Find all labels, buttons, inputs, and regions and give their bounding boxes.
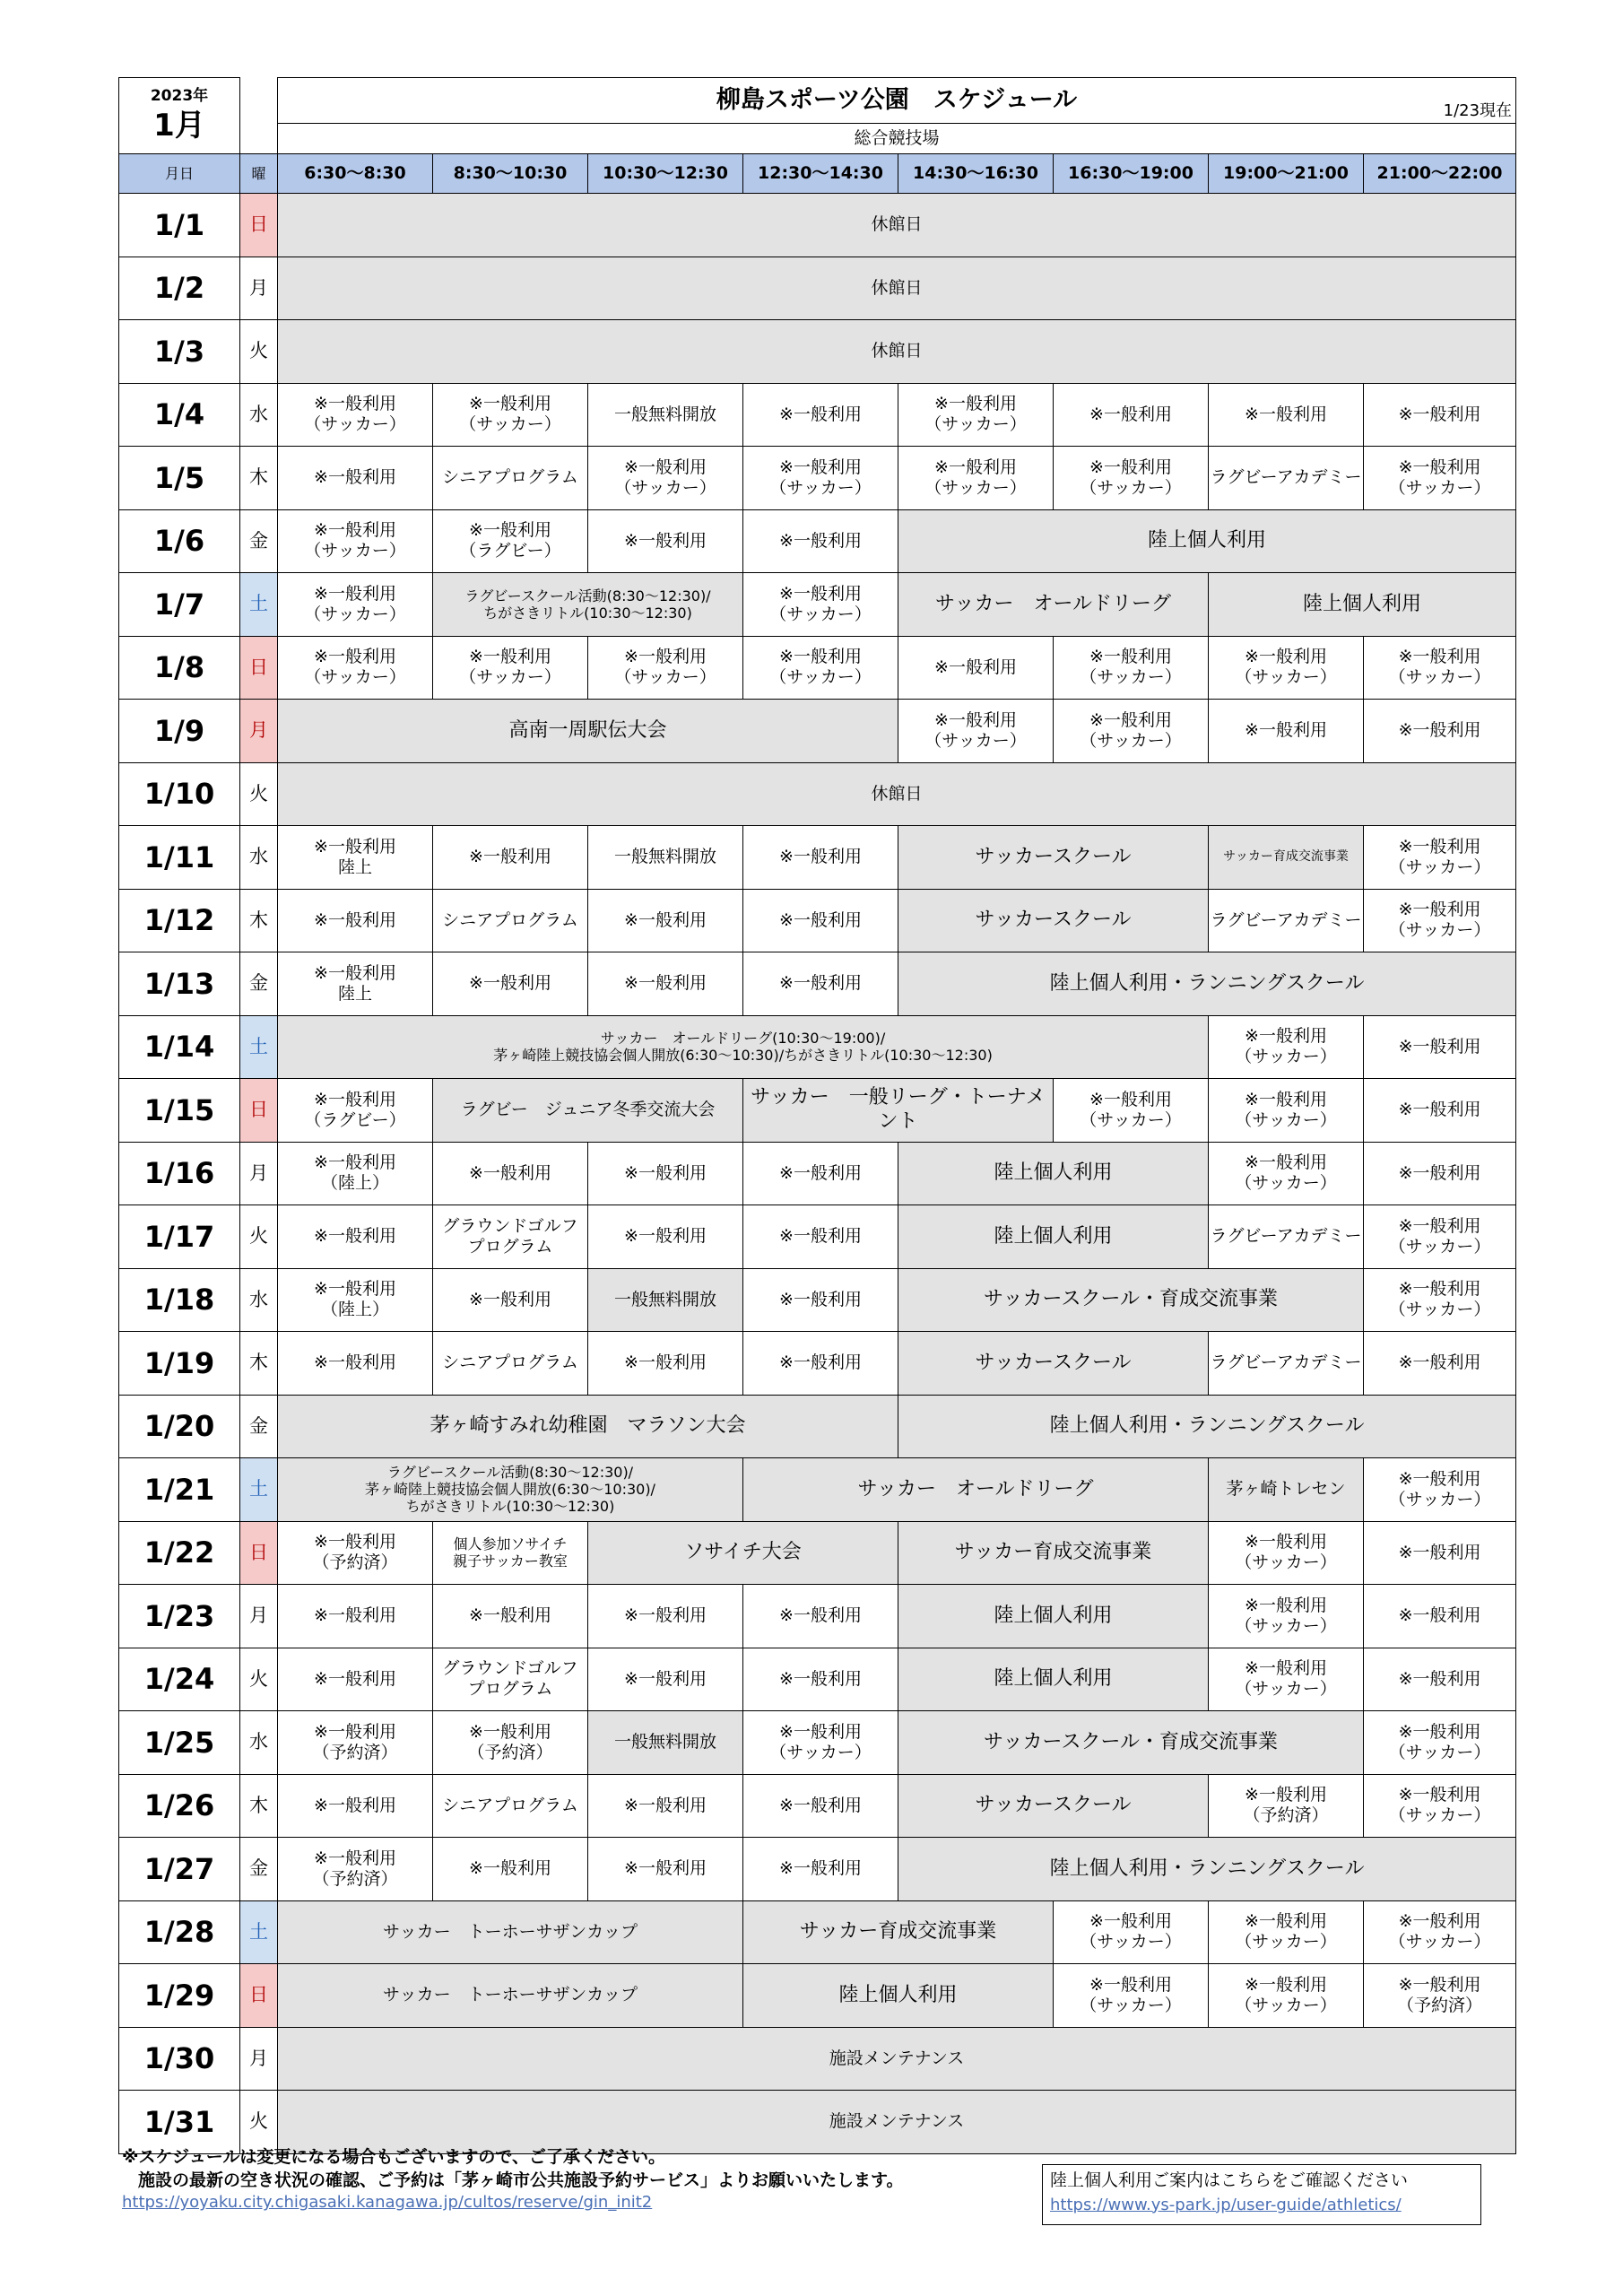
- date-cell: 1/4: [119, 383, 240, 447]
- weekday-cell: 月: [240, 2027, 278, 2091]
- reservation-link[interactable]: https://yoyaku.city.chigasaki.kanagawa.jp/cultos/reserve/gin_init2: [122, 2193, 653, 2213]
- schedule-cell: 施設メンテナンス: [278, 2027, 1516, 2091]
- schedule-cell: ※一般利用 （サッカー）: [1364, 447, 1516, 510]
- footer-notes: [122, 2146, 1019, 2214]
- schedule-cell: サッカー育成交流事業: [743, 1900, 1054, 1964]
- schedule-cell: シニアプログラム: [433, 889, 588, 952]
- table-row: [119, 447, 1516, 510]
- table-row: [119, 1774, 1516, 1838]
- schedule-cell: ※一般利用: [743, 1142, 898, 1205]
- weekday-cell: 水: [240, 826, 278, 890]
- schedule-cell: ※一般利用 （サッカー）: [1054, 1964, 1209, 2028]
- schedule-cell: ※一般利用: [743, 1838, 898, 1901]
- date-cell: 1/28: [119, 1900, 240, 1964]
- schedule-cell: ※一般利用 （サッカー）: [278, 509, 433, 573]
- schedule-cell: ※一般利用 陸上: [278, 826, 433, 890]
- table-row: [119, 762, 1516, 826]
- schedule-cell: ※一般利用: [433, 1585, 588, 1648]
- weekday-cell: 土: [240, 1900, 278, 1964]
- schedule-cell: ※一般利用 （予約済）: [1209, 1774, 1364, 1838]
- weekday-cell: 月: [240, 1585, 278, 1648]
- schedule-cell: ※一般利用: [278, 1774, 433, 1838]
- schedule-cell: ※一般利用: [1364, 1332, 1516, 1396]
- schedule-cell: ※一般利用: [278, 447, 433, 510]
- table-row: [119, 1142, 1516, 1205]
- weekday-cell: 火: [240, 762, 278, 826]
- schedule-cell: ※一般利用 （サッカー）: [1364, 1711, 1516, 1775]
- schedule-cell: ※一般利用 （サッカー）: [743, 447, 898, 510]
- schedule-cell: ※一般利用 （サッカー）: [1364, 1205, 1516, 1269]
- schedule-cell: サッカー育成交流事業: [1209, 826, 1364, 890]
- schedule-cell: ※一般利用: [588, 1332, 743, 1396]
- schedule-cell: 茅ヶ崎すみれ幼稚園 マラソン大会: [278, 1395, 898, 1458]
- schedule-cell: ※一般利用: [278, 1648, 433, 1711]
- schedule-cell: ※一般利用 （サッカー）: [1209, 1142, 1364, 1205]
- schedule-cell: サッカースクール・育成交流事業: [898, 1711, 1364, 1775]
- schedule-cell: ※一般利用: [433, 1142, 588, 1205]
- table-row: [119, 1838, 1516, 1901]
- schedule-cell: ※一般利用: [1209, 383, 1364, 447]
- column-header-slot: 21:00～22:00: [1364, 154, 1516, 194]
- month-label: 1月: [153, 107, 205, 144]
- column-header-slot: 14:30～16:30: [898, 154, 1054, 194]
- change-notice: ※スケジュールは変更になる場合もございますので、ご了承ください。: [122, 2147, 665, 2167]
- weekday-cell: 水: [240, 1268, 278, 1332]
- month-cell: [119, 78, 240, 154]
- schedule-cell: ※一般利用: [743, 826, 898, 890]
- column-header-slot: 16:30～19:00: [1054, 154, 1209, 194]
- date-cell: 1/24: [119, 1648, 240, 1711]
- schedule-cell: 陸上個人利用・ランニングスクール: [898, 1395, 1516, 1458]
- date-cell: 1/17: [119, 1205, 240, 1269]
- table-row: [119, 1711, 1516, 1775]
- schedule-cell: グラウンドゴルフ プログラム: [433, 1205, 588, 1269]
- schedule-cell: ※一般利用 （陸上）: [278, 1268, 433, 1332]
- schedule-cell: ※一般利用: [1364, 1142, 1516, 1205]
- date-cell: 1/2: [119, 257, 240, 320]
- table-row: [119, 509, 1516, 573]
- schedule-cell: ラグビーアカデミー: [1209, 889, 1364, 952]
- date-cell: 1/26: [119, 1774, 240, 1838]
- table-row: [119, 1900, 1516, 1964]
- table-row: [119, 320, 1516, 384]
- schedule-cell: ※一般利用 （サッカー）: [1054, 636, 1209, 700]
- table-row: [119, 383, 1516, 447]
- column-header-date: 月日: [119, 154, 240, 194]
- schedule-cell: ※一般利用: [1364, 1521, 1516, 1585]
- weekday-cell: 木: [240, 1332, 278, 1396]
- date-cell: 1/20: [119, 1395, 240, 1458]
- date-cell: 1/29: [119, 1964, 240, 2028]
- schedule-cell: ※一般利用 （サッカー）: [433, 636, 588, 700]
- schedule-cell: ※一般利用 （サッカー）: [1364, 1774, 1516, 1838]
- table-row: [119, 700, 1516, 763]
- schedule-cell: ※一般利用: [433, 1838, 588, 1901]
- schedule-cell: ※一般利用 （サッカー）: [1054, 1900, 1209, 1964]
- schedule-cell: 陸上個人利用: [1209, 573, 1516, 637]
- date-cell: 1/22: [119, 1521, 240, 1585]
- table-row: [119, 952, 1516, 1016]
- schedule-cell: ※一般利用: [743, 889, 898, 952]
- weekday-cell: 日: [240, 1964, 278, 2028]
- date-cell: 1/21: [119, 1458, 240, 1522]
- weekday-cell: 日: [240, 1521, 278, 1585]
- schedule-cell: ※一般利用: [1364, 383, 1516, 447]
- weekday-cell: 火: [240, 1205, 278, 1269]
- schedule-cell: 陸上個人利用: [898, 1205, 1209, 1269]
- schedule-cell: ※一般利用 （サッカー）: [743, 573, 898, 637]
- column-header-slot: 10:30～12:30: [588, 154, 743, 194]
- date-cell: 1/3: [119, 320, 240, 384]
- table-row: [119, 194, 1516, 257]
- date-cell: 1/9: [119, 700, 240, 763]
- schedule-cell: サッカー 一般リーグ・トーナメント: [743, 1079, 1054, 1143]
- date-cell: 1/5: [119, 447, 240, 510]
- schedule-cell: ※一般利用 （サッカー）: [278, 573, 433, 637]
- schedule-cell: サッカー オールドリーグ: [743, 1458, 1209, 1522]
- schedule-cell: ラグビーアカデミー: [1209, 1332, 1364, 1396]
- weekday-cell: 木: [240, 447, 278, 510]
- schedule-cell: ※一般利用: [588, 889, 743, 952]
- schedule-cell: サッカースクール: [898, 826, 1209, 890]
- table-row: [119, 1648, 1516, 1711]
- table-row: [119, 573, 1516, 637]
- schedule-cell: ※一般利用 （サッカー）: [278, 636, 433, 700]
- table-row: [119, 257, 1516, 320]
- schedule-cell: シニアプログラム: [433, 1332, 588, 1396]
- schedule-cell: 陸上個人利用: [898, 1142, 1209, 1205]
- schedule-cell: 陸上個人利用: [898, 1585, 1209, 1648]
- schedule-cell: サッカー トーホーサザンカップ: [278, 1964, 743, 2028]
- column-header-slot: 8:30～10:30: [433, 154, 588, 194]
- schedule-cell: ※一般利用 （サッカー）: [1364, 1458, 1516, 1522]
- schedule-cell: 高南一周駅伝大会: [278, 700, 898, 763]
- table-row: [119, 1964, 1516, 2028]
- table-row: [119, 636, 1516, 700]
- schedule-cell: ※一般利用: [588, 1205, 743, 1269]
- schedule-cell: ※一般利用: [433, 826, 588, 890]
- schedule-cell: ※一般利用 （予約済）: [278, 1521, 433, 1585]
- schedule-cell: 休館日: [278, 257, 1516, 320]
- weekday-cell: 土: [240, 1458, 278, 1522]
- schedule-cell: ※一般利用 （サッカー）: [433, 383, 588, 447]
- weekday-cell: 金: [240, 509, 278, 573]
- date-cell: 1/1: [119, 194, 240, 257]
- date-cell: 1/10: [119, 762, 240, 826]
- schedule-cell: 陸上個人利用・ランニングスクール: [898, 1838, 1516, 1901]
- schedule-cell: 一般無料開放: [588, 826, 743, 890]
- date-cell: 1/25: [119, 1711, 240, 1775]
- table-row: [119, 826, 1516, 890]
- schedule-cell: ※一般利用 （サッカー）: [898, 447, 1054, 510]
- schedule-cell: ※一般利用 （サッカー）: [1364, 889, 1516, 952]
- schedule-cell: ※一般利用: [1364, 700, 1516, 763]
- schedule-cell: サッカー オールドリーグ(10:30～19:00)/ 茅ヶ崎陸上競技協会個人開放(6:30～10:30)/ちがさきリトル(10:30～12:30): [278, 1015, 1209, 1079]
- weekday-cell: 土: [240, 1015, 278, 1079]
- column-header-slot: 12:30～14:30: [743, 154, 898, 194]
- schedule-cell: ※一般利用 （サッカー）: [1209, 1015, 1364, 1079]
- date-cell: 1/12: [119, 889, 240, 952]
- schedule-cell: 陸上個人利用: [743, 1964, 1054, 2028]
- weekday-cell: 月: [240, 257, 278, 320]
- schedule-cell: ※一般利用: [743, 383, 898, 447]
- weekday-cell: 土: [240, 573, 278, 637]
- schedule-cell: 一般無料開放: [588, 1711, 743, 1775]
- venue-name: 総合競技場: [278, 124, 1516, 154]
- schedule-cell: ※一般利用: [1364, 1585, 1516, 1648]
- schedule-cell: ※一般利用: [743, 952, 898, 1016]
- date-cell: 1/31: [119, 2091, 240, 2154]
- schedule-cell: ※一般利用: [278, 1585, 433, 1648]
- table-row: [119, 1268, 1516, 1332]
- column-header-dow: 曜: [240, 154, 278, 194]
- schedule-cell: ※一般利用: [898, 636, 1054, 700]
- schedule-cell: ※一般利用: [588, 952, 743, 1016]
- date-cell: 1/6: [119, 509, 240, 573]
- schedule-cell: ※一般利用: [1364, 1015, 1516, 1079]
- date-cell: 1/27: [119, 1838, 240, 1901]
- table-row: [119, 1332, 1516, 1396]
- schedule-cell: ※一般利用 （ラグビー）: [433, 509, 588, 573]
- column-header-slot: 6:30～8:30: [278, 154, 433, 194]
- schedule-cell: ※一般利用: [743, 1585, 898, 1648]
- schedule-cell: サッカースクール: [898, 1774, 1209, 1838]
- schedule-cell: ※一般利用: [588, 509, 743, 573]
- schedule-cell: 茅ヶ崎トレセン: [1209, 1458, 1364, 1522]
- schedule-cell: 個人参加ソサイチ 親子サッカー教室: [433, 1521, 588, 1585]
- table-row: [119, 1205, 1516, 1269]
- schedule-cell: グラウンドゴルフ プログラム: [433, 1648, 588, 1711]
- date-cell: 1/23: [119, 1585, 240, 1648]
- schedule-cell: ※一般利用 （サッカー）: [1209, 636, 1364, 700]
- schedule-cell: ラグビーアカデミー: [1209, 447, 1364, 510]
- schedule-cell: 一般無料開放: [588, 1268, 743, 1332]
- schedule-cell: ※一般利用: [1364, 1648, 1516, 1711]
- athletics-info-box: [1042, 2164, 1481, 2225]
- schedule-cell: ※一般利用 （サッカー）: [278, 383, 433, 447]
- reservation-notice: 施設の最新の空き状況の確認、ご予約は「茅ヶ崎市公共施設予約サービス」よりお願いいたします。: [138, 2170, 904, 2190]
- schedule-cell: サッカー トーホーサザンカップ: [278, 1900, 743, 1964]
- schedule-cell: サッカースクール: [898, 889, 1209, 952]
- table-row: [119, 1585, 1516, 1648]
- date-cell: 1/18: [119, 1268, 240, 1332]
- schedule-cell: ※一般利用 （陸上）: [278, 1142, 433, 1205]
- schedule-cell: ※一般利用: [743, 1205, 898, 1269]
- schedule-cell: ※一般利用: [743, 509, 898, 573]
- schedule-cell: ※一般利用: [588, 1774, 743, 1838]
- schedule-cell: ※一般利用 （サッカー）: [1209, 1521, 1364, 1585]
- schedule-cell: ※一般利用: [433, 1268, 588, 1332]
- weekday-cell: 火: [240, 2091, 278, 2154]
- year-label: 2023年: [150, 87, 209, 106]
- weekday-cell: 水: [240, 1711, 278, 1775]
- schedule-cell: ※一般利用 陸上: [278, 952, 433, 1016]
- schedule-cell: サッカー育成交流事業: [898, 1521, 1209, 1585]
- schedule-cell: ※一般利用 （予約済）: [1364, 1964, 1516, 2028]
- weekday-cell: 日: [240, 1079, 278, 1143]
- schedule-cell: サッカースクール・育成交流事業: [898, 1268, 1364, 1332]
- date-cell: 1/30: [119, 2027, 240, 2091]
- table-row: [119, 2091, 1516, 2154]
- schedule-cell: ラグビースクール活動(8:30～12:30)/ 茅ヶ崎陸上競技協会個人開放(6:30～10:30)/ ちがさきリトル(10:30～12:30): [278, 1458, 743, 1522]
- schedule-cell: ラグビー ジュニア冬季交流大会: [433, 1079, 743, 1143]
- schedule-cell: ※一般利用: [1209, 700, 1364, 763]
- date-cell: 1/7: [119, 573, 240, 637]
- as-of-date: 1/23現在: [1443, 101, 1513, 121]
- schedule-cell: ※一般利用 （サッカー）: [1209, 1964, 1364, 2028]
- schedule-cell: ※一般利用 （サッカー）: [898, 700, 1054, 763]
- date-cell: 1/16: [119, 1142, 240, 1205]
- schedule-cell: ※一般利用: [1054, 383, 1209, 447]
- schedule-cell: ※一般利用 （予約済）: [278, 1711, 433, 1775]
- schedule-cell: ※一般利用 （サッカー）: [1364, 1268, 1516, 1332]
- schedule-cell: ※一般利用 （予約済）: [433, 1711, 588, 1775]
- table-row: [119, 1395, 1516, 1458]
- weekday-cell: 火: [240, 320, 278, 384]
- date-cell: 1/19: [119, 1332, 240, 1396]
- schedule-cell: ※一般利用 （サッカー）: [1209, 1900, 1364, 1964]
- schedule-cell: ※一般利用 （サッカー）: [1054, 447, 1209, 510]
- date-cell: 1/14: [119, 1015, 240, 1079]
- schedule-cell: ※一般利用: [588, 1585, 743, 1648]
- table-row: [119, 889, 1516, 952]
- schedule-cell: ※一般利用 （サッカー）: [743, 1711, 898, 1775]
- schedule-cell: ※一般利用 （サッカー）: [1054, 700, 1209, 763]
- weekday-cell: 木: [240, 889, 278, 952]
- schedule-cell: ※一般利用: [278, 889, 433, 952]
- schedule-cell: ※一般利用 （サッカー）: [743, 636, 898, 700]
- schedule-cell: ラグビースクール活動(8:30～12:30)/ ちがさきリトル(10:30～12:30): [433, 573, 743, 637]
- schedule-cell: 陸上個人利用・ランニングスクール: [898, 952, 1516, 1016]
- schedule-cell: 陸上個人利用: [898, 509, 1516, 573]
- table-row: [119, 1521, 1516, 1585]
- schedule-cell: ※一般利用: [1364, 1079, 1516, 1143]
- schedule-cell: ※一般利用 （サッカー）: [898, 383, 1054, 447]
- schedule-cell: ※一般利用 （ラグビー）: [278, 1079, 433, 1143]
- schedule-cell: ※一般利用 （サッカー）: [1209, 1585, 1364, 1648]
- schedule-cell: ※一般利用 （サッカー）: [1209, 1648, 1364, 1711]
- weekday-cell: 金: [240, 1395, 278, 1458]
- schedule-cell: ※一般利用 （サッカー）: [1364, 1900, 1516, 1964]
- schedule-cell: 休館日: [278, 320, 1516, 384]
- weekday-cell: 月: [240, 1142, 278, 1205]
- table-row: [119, 1458, 1516, 1522]
- table-row: [119, 1015, 1516, 1079]
- schedule-cell: ※一般利用: [743, 1774, 898, 1838]
- schedule-cell: 施設メンテナンス: [278, 2091, 1516, 2154]
- athletics-info-link[interactable]: https://www.ys-park.jp/user-guide/athletics/: [1050, 2195, 1402, 2214]
- schedule-table: [118, 77, 1516, 2154]
- date-cell: 1/15: [119, 1079, 240, 1143]
- schedule-cell: ※一般利用: [743, 1332, 898, 1396]
- schedule-cell: ソサイチ大会: [588, 1521, 898, 1585]
- schedule-cell: サッカー オールドリーグ: [898, 573, 1209, 637]
- athletics-info-text: 陸上個人利用ご案内はこちらをご確認ください: [1050, 2170, 1409, 2190]
- schedule-cell: ラグビーアカデミー: [1209, 1205, 1364, 1269]
- schedule-cell: ※一般利用 （サッカー）: [1054, 1079, 1209, 1143]
- date-cell: 1/13: [119, 952, 240, 1016]
- page-title: 柳島スポーツ公園 スケジュール 1/23現在: [278, 78, 1516, 124]
- schedule-cell: サッカースクール: [898, 1332, 1209, 1396]
- schedule-cell: ※一般利用: [278, 1332, 433, 1396]
- date-cell: 1/11: [119, 826, 240, 890]
- weekday-cell: 金: [240, 1838, 278, 1901]
- schedule-cell: ※一般利用 （サッカー）: [1364, 826, 1516, 890]
- weekday-cell: 木: [240, 1774, 278, 1838]
- date-cell: 1/8: [119, 636, 240, 700]
- schedule-cell: ※一般利用 （サッカー）: [588, 636, 743, 700]
- table-row: [119, 1079, 1516, 1143]
- schedule-cell: シニアプログラム: [433, 447, 588, 510]
- schedule-cell: ※一般利用 （予約済）: [278, 1838, 433, 1901]
- schedule-cell: ※一般利用: [588, 1142, 743, 1205]
- schedule-cell: 陸上個人利用: [898, 1648, 1209, 1711]
- schedule-cell: 休館日: [278, 762, 1516, 826]
- weekday-cell: 月: [240, 700, 278, 763]
- weekday-cell: 金: [240, 952, 278, 1016]
- weekday-cell: 水: [240, 383, 278, 447]
- schedule-sheet: [118, 77, 1515, 2154]
- schedule-cell: ※一般利用: [433, 952, 588, 1016]
- schedule-cell: ※一般利用 （サッカー）: [1209, 1079, 1364, 1143]
- weekday-cell: 日: [240, 194, 278, 257]
- schedule-cell: ※一般利用 （サッカー）: [1364, 636, 1516, 700]
- schedule-cell: 休館日: [278, 194, 1516, 257]
- schedule-cell: シニアプログラム: [433, 1774, 588, 1838]
- weekday-cell: 日: [240, 636, 278, 700]
- weekday-cell: 火: [240, 1648, 278, 1711]
- schedule-cell: ※一般利用: [588, 1648, 743, 1711]
- column-header-slot: 19:00～21:00: [1209, 154, 1364, 194]
- schedule-cell: ※一般利用: [588, 1838, 743, 1901]
- schedule-cell: 一般無料開放: [588, 383, 743, 447]
- schedule-cell: ※一般利用: [278, 1205, 433, 1269]
- table-row: [119, 2027, 1516, 2091]
- schedule-cell: ※一般利用: [743, 1648, 898, 1711]
- schedule-cell: ※一般利用: [743, 1268, 898, 1332]
- schedule-cell: ※一般利用 （サッカー）: [588, 447, 743, 510]
